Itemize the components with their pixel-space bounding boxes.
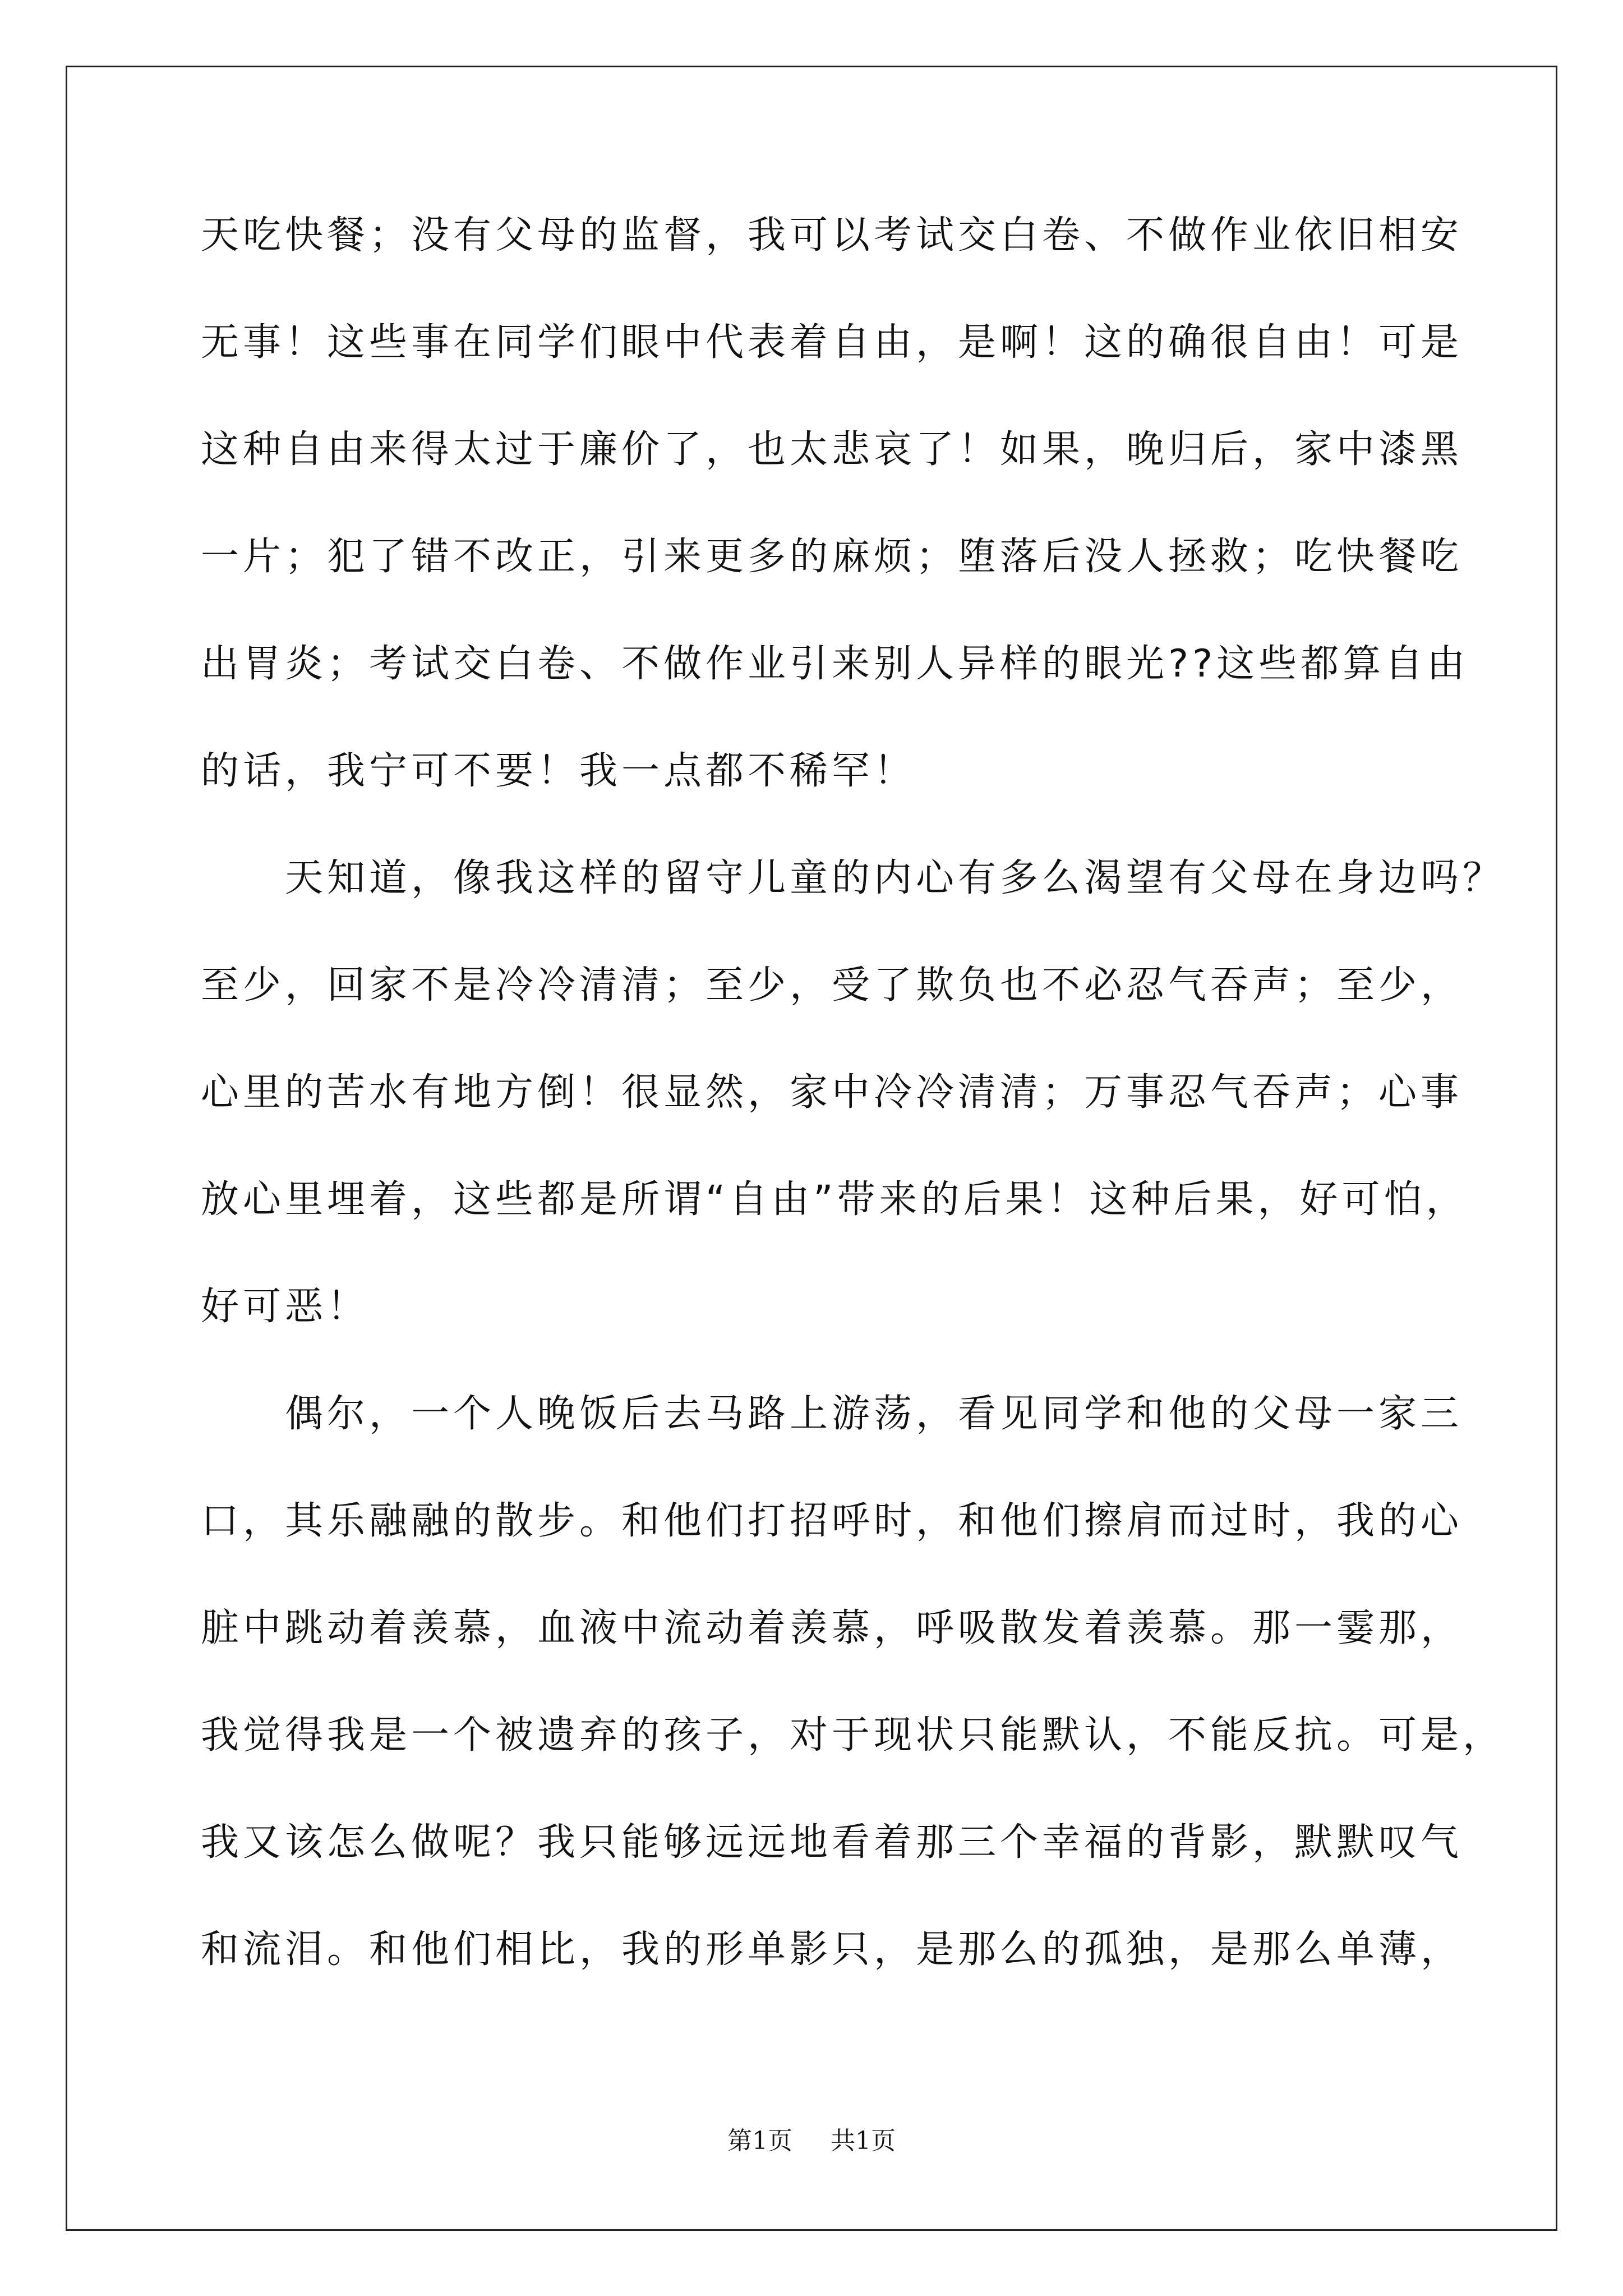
- text-line: 我又该怎么做呢？我只能够远远地看着那三个幸福的背影，默默叹气: [201, 1820, 1463, 1865]
- page-footer: [0, 2127, 1623, 2155]
- text-line: 无事！这些事在同学们眼中代表着自由，是啊！这的确很自由！可是: [201, 320, 1463, 365]
- text-line: 至少，回家不是冷冷清清；至少，受了欺负也不必忍气吞声；至少，: [201, 963, 1463, 1007]
- text-line: 天知道，像我这样的留守儿童的内心有多么渴望有父母在身边吗？: [201, 856, 1505, 900]
- text-line: 放心里埋着，这些都是所谓“自由”带来的后果！这种后果，好可怕，: [201, 1177, 1468, 1222]
- text-line: 心里的苦水有地方倒！很显然，家中冷冷清清；万事忍气吞声；心事: [201, 1070, 1463, 1115]
- current-page-label: 第1页: [727, 2127, 792, 2155]
- text-line: 的话，我宁可不要！我一点都不稀罕！: [201, 749, 916, 793]
- text-line: 和流泪。和他们相比，我的形单影只，是那么的孤独，是那么单薄，: [201, 1927, 1463, 1972]
- total-pages-label: 共1页: [831, 2127, 896, 2155]
- text-line: 脏中跳动着羡慕，血液中流动着羡慕，呼吸散发着羡慕。那一霎那，: [201, 1606, 1463, 1650]
- text-line: 口，其乐融融的散步。和他们打招呼时，和他们擦肩而过时，我的心: [201, 1499, 1463, 1543]
- text-line: 我觉得我是一个被遗弃的孩子，对于现状只能默认，不能反抗。可是，: [201, 1713, 1505, 1757]
- text-line: 天吃快餐；没有父母的监督，我可以考试交白卷、不做作业依旧相安: [201, 213, 1463, 257]
- text-line: 好可恶！: [201, 1285, 370, 1329]
- text-line: 出胃炎；考试交白卷、不做作业引来别人异样的眼光??这些都算自由: [201, 642, 1469, 686]
- document-body: [201, 213, 1505, 2035]
- text-line: 这种自由来得太过于廉价了，也太悲哀了！如果，晚归后，家中漆黑: [201, 427, 1463, 472]
- text-line: 一片；犯了错不改正，引来更多的麻烦；堕落后没人拯救；吃快餐吃: [201, 535, 1463, 579]
- text-line: 偶尔，一个人晚饭后去马路上游荡，看见同学和他的父母一家三: [201, 1392, 1463, 1436]
